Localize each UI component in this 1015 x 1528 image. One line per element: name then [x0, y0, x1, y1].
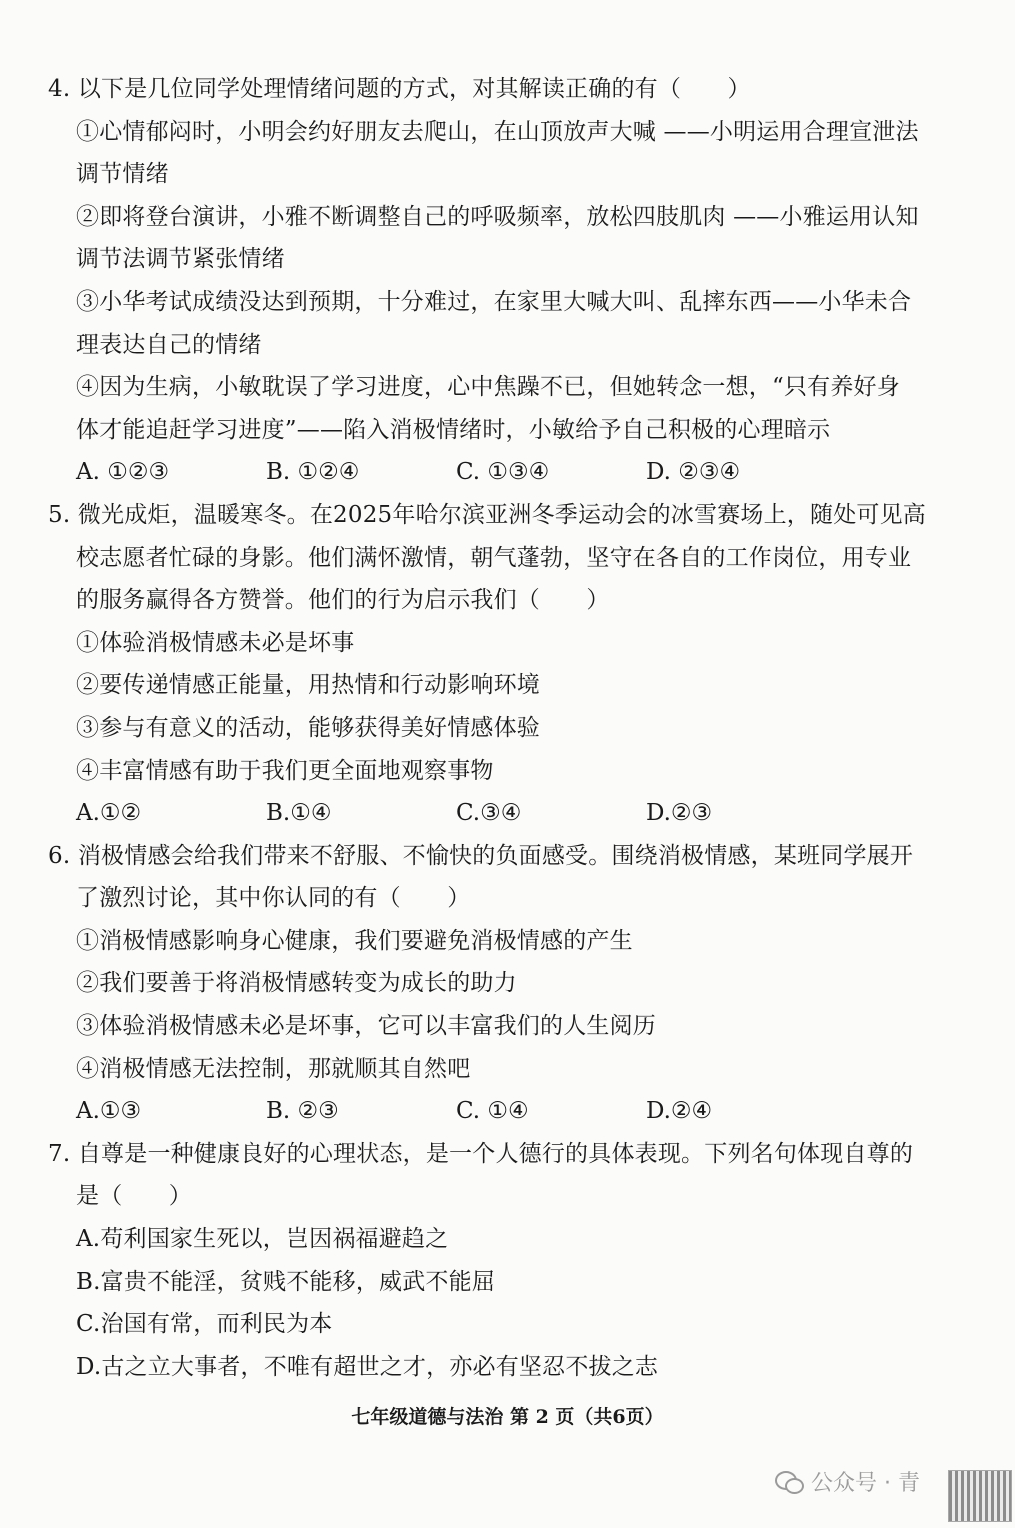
statement-line: ②要传递情感正能量，用热情和行动影响环境 — [76, 672, 540, 699]
question-stem: 5. 微光成炬，温暖寒冬。在2025年哈尔滨亚洲冬季运动会的冰雪赛场上，随处可见高 — [48, 501, 926, 528]
statement-line: ④因为生病，小敏耽误了学习进度，心中焦躁不已，但她转念一想，“只有养好身 — [76, 374, 900, 401]
option-d: D.②④ — [646, 1098, 713, 1125]
statement-line: ③参与有意义的活动，能够获得美好情感体验 — [76, 714, 540, 741]
statement-line: ④丰富情感有助于我们更全面地观察事物 — [76, 757, 494, 784]
statement-line: ①体验消极情感未必是坏事 — [76, 629, 355, 656]
option-d: D.②③ — [646, 800, 713, 827]
wechat-watermark — [775, 1466, 920, 1497]
option-a: A.①③ — [76, 1098, 142, 1125]
statement-line: ④消极情感无法控制，那就顺其自然吧 — [76, 1055, 471, 1082]
wechat-icon — [775, 1471, 803, 1493]
statement-line: 体才能追赶学习进度”——陷入消极情绪时，小敏给予自己积极的心理暗示 — [76, 416, 831, 443]
answer-options — [48, 792, 948, 835]
question-stem: 6. 消极情感会给我们带来不舒服、不愉快的负面感受。围绕消极情感，某班同学展开 — [48, 842, 914, 869]
answer-options — [48, 1090, 948, 1133]
question-6 — [48, 835, 948, 1133]
statement-line: ①心情郁闷时，小明会约好朋友去爬山，在山顶放声大喊 ——小明运用合理宣泄法 — [76, 118, 919, 145]
option-b: B. ②③ — [266, 1098, 339, 1125]
statement-line: ①消极情感影响身心健康，我们要避免消极情感的产生 — [76, 927, 633, 954]
question-5 — [48, 494, 948, 835]
option-b: B. ①②④ — [266, 459, 360, 486]
option-c: C.③④ — [456, 800, 522, 827]
option-a: A.苟利国家生死以，岂因祸福避趋之 — [76, 1226, 449, 1253]
statement-line: 调节情绪 — [76, 161, 169, 188]
qr-code — [948, 1470, 1012, 1522]
option-c: C. ①③④ — [456, 459, 550, 486]
question-stem: 7. 自尊是一种健康良好的心理状态，是一个人德行的具体表现。下列名句体现自尊的 — [48, 1140, 914, 1167]
question-stem-line: 了激烈讨论，其中你认同的有（ ） — [76, 885, 471, 912]
option-c: C. ①④ — [456, 1098, 529, 1125]
option-d: D.古之立大事者，不唯有超世之才，亦必有坚忍不拔之志 — [76, 1353, 659, 1380]
option-a: A.①② — [76, 800, 142, 827]
option-b: B.①④ — [266, 800, 332, 827]
question-stem-line: 是（ ） — [76, 1183, 192, 1210]
option-c: C.治国有常，而利民为本 — [76, 1311, 333, 1338]
option-b: B.富贵不能淫，贫贱不能移，威武不能屈 — [76, 1268, 496, 1295]
question-7 — [48, 1133, 948, 1389]
option-d: D. ②③④ — [646, 459, 741, 486]
statement-line: ③小华考试成绩没达到预期，十分难过，在家里大喊大叫、乱摔东西——小华未合 — [76, 288, 912, 315]
statement-line: 调节法调节紧张情绪 — [76, 246, 285, 273]
question-stem-line: 的服务赢得各方赞誉。他们的行为启示我们（ ） — [76, 587, 610, 614]
page-footer: 七年级道德与法治 第 2 页（共6页） — [351, 1406, 664, 1428]
watermark-text: 公众号 · 青 — [811, 1471, 920, 1496]
statement-line: ②即将登台演讲，小雅不断调整自己的呼吸频率，放松四肢肌肉 ——小雅运用认知 — [76, 203, 919, 230]
statement-line: ③体验消极情感未必是坏事，它可以丰富我们的人生阅历 — [76, 1013, 656, 1040]
statement-line: 理表达自己的情绪 — [76, 331, 262, 358]
answer-options — [48, 451, 948, 494]
question-4 — [48, 68, 948, 494]
questions-container — [48, 68, 948, 1388]
option-a: A. ①②③ — [76, 459, 170, 486]
statement-line: ②我们要善于将消极情感转变为成长的助力 — [76, 970, 517, 997]
question-stem: 4. 以下是几位同学处理情绪问题的方式，对其解读正确的有（ ） — [48, 76, 751, 102]
question-stem-line: 校志愿者忙碌的身影。他们满怀激情，朝气蓬勃，坚守在各自的工作岗位，用专业 — [76, 544, 912, 571]
